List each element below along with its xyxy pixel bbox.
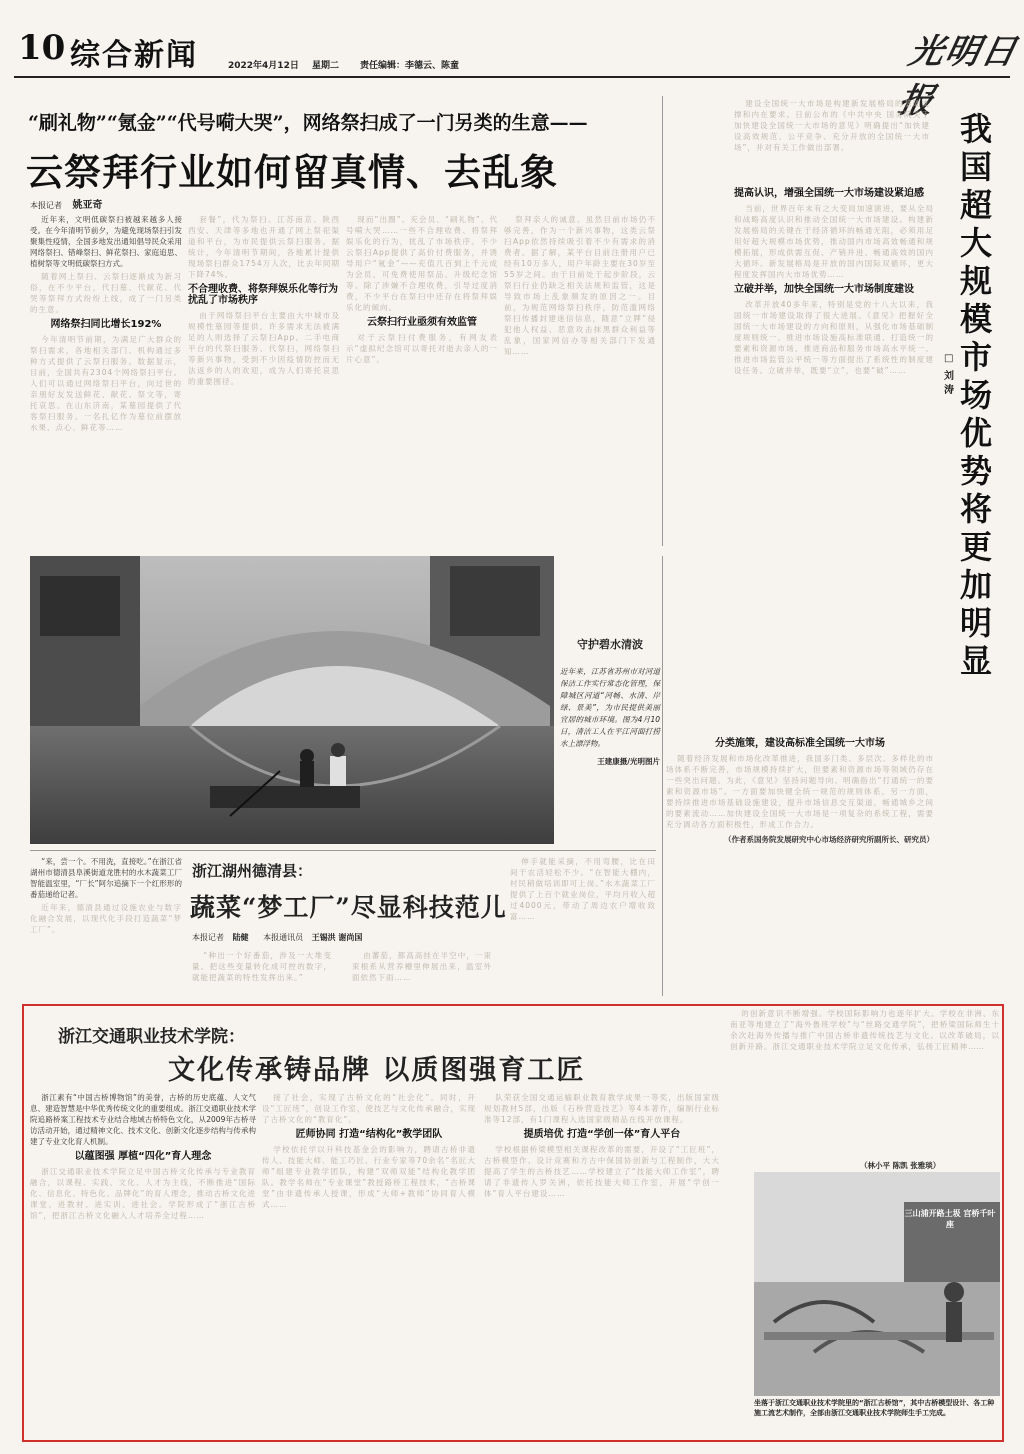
section-name: 综合新闻 [70,38,198,73]
funeral-byline-name: 姚亚奇 [72,200,103,211]
funeral-subhead-3: 云祭扫行业亟须有效监管 [367,317,477,328]
canal-photo [30,556,554,844]
vegetable-byline [192,932,362,943]
funeral-byline-role: 本报记者 [30,201,62,210]
market-subhead-1: 提高认识，增强全国统一大市场建设紧迫感 [734,188,924,199]
issue-weekday: 星期二 [312,61,340,71]
feature-photo-caption-text: 坐落于浙江交通职业技术学院里的“浙江古桥馆”，其中古桥模型设计、各工种施工流艺术制作，全部由浙江交通职业技术学院师生手工完成。 [754,1399,995,1417]
funeral-col-4: 祭拜亲人的诚意。虽然目前市场仍不够完善，作为一个新兴事物，这类云祭扫App依然持续吸引着不少有需求的消费者。据了解，某平台目前注册用户已经有10万多人，用户年龄主要在30岁至55岁之间。由于目前处于起步阶段，云祭扫行业仍缺乏相关法规和监管，这是导致市场上乱象频发的原因之一。目前，为规范网络祭扫秩序，防范滥网络祭扫传播封建迷信信息，随意“立牌”侵犯他人权益、恶意攻击抹黑群众利益等乱象，国家网信办等相关部门下发通知…… [504,215,656,356]
feature-col-2: 接了社会，实现了古桥文化的“社会化”。同时，开设“工匠班”，创设工作室，使技艺与文化传承融合，实现了古桥文化的“教育化”。 匠师协同 打造“结构化”教学团队 学校依托学以升科技基金会的影响力，聘请古桥非遗传人、技能大师、能工巧匠、行业专家等70余名“名匠大师”组建专业教学团队，构建“双师双能”结构化教学团队。教学名师在“专业课堂”教授路桥工程技术，“古桥课堂”由非遗传承人授课，形成“大师+教师”协同育人模式…… [262,1093,476,1209]
feature-headline: 文化传承铸品牌 以质图强育工匠 [168,1055,586,1086]
feature-subhead-1: 以蕴图强 厚植“四化”育人理念 [74,1151,212,1162]
funeral-byline [30,196,103,211]
vegetable-headline: 蔬菜“梦工厂”尽显科技范儿 [190,893,507,922]
market-col: 提高认识，增强全国统一大市场建设紧迫感 当前，世界百年未有之大变局加速演进，要从全局和战略高度认识和推动全国统一大市场建设。构建新发展格局的关键在于经济循环的畅通无阻，必须用足用好超大规模市场优势，推动国内市场高效畅通和规模拓展，形成供需互促、产销并进、畅通高效的国内大循环。新发展格局是开放的国内国际双循环，更大程度发挥国内大市场优势…… 立破并举，加快全国统一大市场制度建设 改革开放40多年来，特别是党的十八大以来，我国统一市场建设取得了很大进展。《意见》把握好全国统一大市场建设的方向和原则，从强化市场基础制度规则统一、推进市场设施高标准联通、打造统一的要素和资源市场、推进商品和服务市场高水平统一、推进市场监管公平统一等方面提出了系统性的制度建设任务。立破并举，既要“立”，也要“破”…… [734,188,934,375]
funeral-subhead-1: 网络祭扫同比增长192% [50,319,162,330]
canal-illustration [30,556,554,844]
funeral-divider [662,96,663,546]
header-rule [14,76,1010,78]
funeral-kicker: “刷礼物”“氪金”“代号嗬大哭”，网络祭扫成了一门另类的生意—— [28,112,588,134]
market-author-name: 刘涛 [944,371,954,396]
vegetable-byline-name-2: 王锡洪 谢尚国 [311,933,363,942]
page-header [0,0,1024,121]
market-headline: 我国超大规模市场优势将更加明显 [960,110,993,680]
photo-caption-box [560,556,660,844]
vegetable-top-rule [30,850,656,851]
feature-kicker: 浙江交通职业技术学院： [58,1027,245,1047]
feature-col-3: 队荣获全国交通运输职业教育教学成果一等奖，出版国家级规划教材5部，出版《石桥营造技艺》等4本著作，编制行业标准等12部，有1门课程入选国家级精品在线开放课程。 提质培优 打造“学创一体”育人平台 学校根据桥梁模型相关课程改革的需要，开设了“工匠班”，古桥模型作、设计竞赛和方古中保国协创新与工程制作，大大提高了学生的古桥技艺……学校建立了“技能大师工作室”，聘请了非遗传人罗关洲，依托技能大师工作室，开展“学创一体”育人平台建设…… [484,1093,720,1198]
market-author [944,352,956,398]
issue-date: 2022年4月12日 [228,61,299,71]
market-subhead-3: 分类施策，建设高标准全国统一大市场 [715,738,885,749]
feature-photo [754,1172,1000,1396]
vegetable-byline-name-1: 陆健 [232,933,249,942]
feature-subhead-2: 匠师协同 打造“结构化”教学团队 [295,1129,443,1140]
editor-line: 责任编辑：李德云、陈童 [360,61,460,71]
vegetable-kicker: 浙江湖州德清县： [192,862,313,880]
market-divider [662,556,663,996]
market-author-note: （作者系国务院发展研究中心市场经济研究所副所长、研究员） [724,835,934,844]
feature-col-1: 浙江素有“中国古桥博物馆”的美誉，古桥的历史底蕴、人文气息、建造智慧是中华优秀传统文化的重要组成。浙江交通职业技术学院追路桥案工程技术专业结合地域古桥特色文化，从2009年古桥寻访活动开始，通过精神文化、技术文化、创新文化逐步结构与传承构建了专业文化育人机制。 以蕴图强 厚植“四化”育人理念 浙江交通职业技术学院立足中国古桥文化传承与专业教育融合，以课程、实践、文化、人才为主线，不断推进“国际化、信息化、特色化、品牌化”的育人理念，推动古桥文化进课堂、进教材、进实训、进社会。学院形成了“浙江古桥馆”，把浙江古桥文化融入人才培养全过程…… [30,1093,256,1220]
museum-banner: 三山浦开路土圾 宫桥千叶座 [904,1209,996,1229]
market-col-2: 分类施策，建设高标准全国统一大市场 随着经济发展和市场化改革推进，我国多门类、多层次、多样化的市场体系不断完善，市场规模持续扩大，但要素和资源市场等领域仍存在一些突出问题。为此，《意见》坚持问题导向、明确指出“打通统一的要素和资源市场”。一方面要加快健全统一规范的规则体系，另一方面，要持续推进市场基础设施建设，提升市场信息交互渠道，畅通城乡之间的要素流动……加快建设全国统一大市场是一项复杂的系统工程，需要充分调动各方面积极性，形成工作合力。 （作者系国务院发展研究中心市场经济研究所副所长、研究员） [666,738,934,844]
photo-caption: 近年来，江苏省苏州市对河道保洁工作实行常态化管理，保障城区河道“河畅、水清、岸绿、景美”，为市民提供美丽宜居的城市环境。图为4月10日，清洁工人在平江河面打捞水上漂浮物。 [560,667,660,748]
vegetable-col-3: 由蕃茄，都高高挂在半空中，一束束根系从营养槽里伸展出来，温室外面依然下雨…… [352,951,492,982]
vegetable-byline-role-1: 本报记者 [192,933,224,942]
vegetable-col-1: “来，尝一个。不用洗，直接吃。”在浙江省湖州市德清县阜溪街道龙胜村的水木蔬菜工厂智能温室里，“厂长”阿尔追摘下一个红形形的番茄递给记者。 近年来，德清县通过设施农业与数字化融合发展，以现代化手段打造蔬菜“梦工厂”。 [30,857,182,934]
vegetable-col-4: 伸手就能采摘，不用弯腰，比在田间干农活轻松不少。“在智能大棚内，村民稍做培训即可上岗。”水木蔬菜工厂提供了上百个就业岗位，平均月收入超过4000元，带动了周边农户增收致富…… [510,857,656,921]
masthead-logo: 光明日报 [894,32,1022,121]
feature-photo-credit: （林小平 陈凯 张雅琰） [860,1161,941,1170]
feature-photo-caption [754,1398,1000,1418]
page-number: 10 [18,28,66,68]
funeral-lead: 近年来，文明低碳祭扫被越来越多人接受。在今年清明节前夕，为避免现场祭扫引发聚集性疫情，全国多地发出通知倡导民众采用网络祭扫、错峰祭扫、鲜花祭扫、家庭追思、植树祭等文明低碳祭扫方式。 [30,215,182,268]
feature-lead: 浙江素有“中国古桥博物馆”的美誉，古桥的历史底蕴、人文气息、建造智慧是中华优秀传统文化的重要组成。浙江交通职业技术学院追路桥案工程技术专业结合地域古桥特色文化，从2009年古桥寻访活动开始，通过精神文化、技术文化、创新文化逐步结构与传承构建了专业文化育人机制。 [30,1093,256,1146]
funeral-col-2: 套餐”，代为祭扫。江苏南京、陕西西安、天津等多地也开通了网上祭祀渠道和平台，为市民提供云祭扫服务。据统计，今年清明节期间，各地累计提供现场祭扫群众1754万人次，比去年同期下降74%。 不合理收费、将祭拜娱乐化等行为扰乱了市场秩序 由于网络祭扫平台主要由大中城市及规模性墓园等提供，许多需求无法被满足的人则选择了云祭扫App。二手电商平台的代祭扫服务、代祭扫，网络祭扫等新兴事物，受到不少因疫情防控而无法返乡的人的欢迎，成为人们寄托哀思的重要围径。 [188,215,340,386]
vegetable-col-2: “种出一个好番茄，涉及一大堆变量。把这些变量转化成可控的数字，就能把蔬菜的特性发挥出来。” [192,951,332,982]
vegetable-lead: “来，尝一个。不用洗，直接吃。”在浙江省湖州市德清县阜溪街道龙胜村的水木蔬菜工厂智能温室里，“厂长”阿尔追摘下一个红形形的番茄递给记者。 [30,857,182,899]
vegetable-byline-role-2: 本报通讯员 [263,933,304,942]
market-intro: 建设全国统一大市场是构建新发展格局的基础支撑和内在要求。日前公布的《中共中央 国务院关于加快建设全国统一大市场的意见》明确提出“加快建设高效规范、公平竞争、充分开放的全国统一大市场”，并对有关工作做出部署。 [734,99,930,152]
funeral-subhead-2: 不合理收费、将祭拜娱乐化等行为扰乱了市场秩序 [188,284,338,306]
market-author-mark: □ [944,353,954,364]
museum-illustration [754,1172,1000,1396]
funeral-col-1: 近年来，文明低碳祭扫被越来越多人接受。在今年清明节前夕，为避免现场祭扫引发聚集性疫情，全国多地发出通知倡导民众采用网络祭扫、错峰祭扫、鲜花祭扫、家庭追思、植树祭等文明低碳祭扫方式。 随着网上祭扫、云祭扫逐渐成为新习俗，在不少平台，代扫墓、代献花、代哭等祭拜方式纷纷上线，成了一门另类的生意。 网络祭扫同比增长192% 今年清明节前期，为满足广大群众的祭扫需求，各地相关部门、机构通过多种方式提供了云祭扫服务。数据显示，目前，全国共有2304个网络祭扫平台。人们可以通过网络祭扫平台，向过世的亲朋好友发送鲜花、献花、祭文等，寄托哀思。在山东济南，某墓园提供了代客祭扫服务。一名扎亿作为墓位前摆放水果、点心、鲜花等…… [30,215,182,432]
photo-title: 守护碧水清波 [577,638,643,651]
funeral-col-3: 现而”出圈”。充会员、“刷礼物”、代号嗬大哭……一些不合理收费、将祭拜娱乐化的行为，扰乱了市场秩序。不少云祭扫App提供了高价付费服务，并诱导用户“氪金”——充值几百到上千元成为会员，可免费使用祭品、升级纪念馆等。除了涉嫌不合理收费，引导过度消费，不少平台在祭扫中还存在将祭拜娱乐化的倾向。 云祭扫行业亟须有效监管 对于云祭扫付费服务，有网友表示“虚拟纪念馆可以寄托对逝去亲人的一片心意”。 [346,215,498,364]
market-subhead-2: 立破并举，加快全国统一大市场制度建设 [734,284,914,295]
funeral-headline: 云祭拜行业如何留真情、去乱象 [26,150,558,194]
photo-credit: 王建康摄/光明图片 [597,757,660,766]
feature-subhead-3: 提质培优 打造“学创一体”育人平台 [523,1129,681,1140]
feature-col-4: 的创新意识不断增强。学校国际影响力也逐年扩大。学校在非洲、东南亚等地建立了“海外鲁班学校”与“丝路交通学院”，把桥梁国际师生十余次赴海外传播与推广中国古桥非遗传统技艺与文化。以改革破局，以创新开路。浙江交通职业技术学院立足文化传承，弘扬工匠精神…… [730,1009,1000,1051]
